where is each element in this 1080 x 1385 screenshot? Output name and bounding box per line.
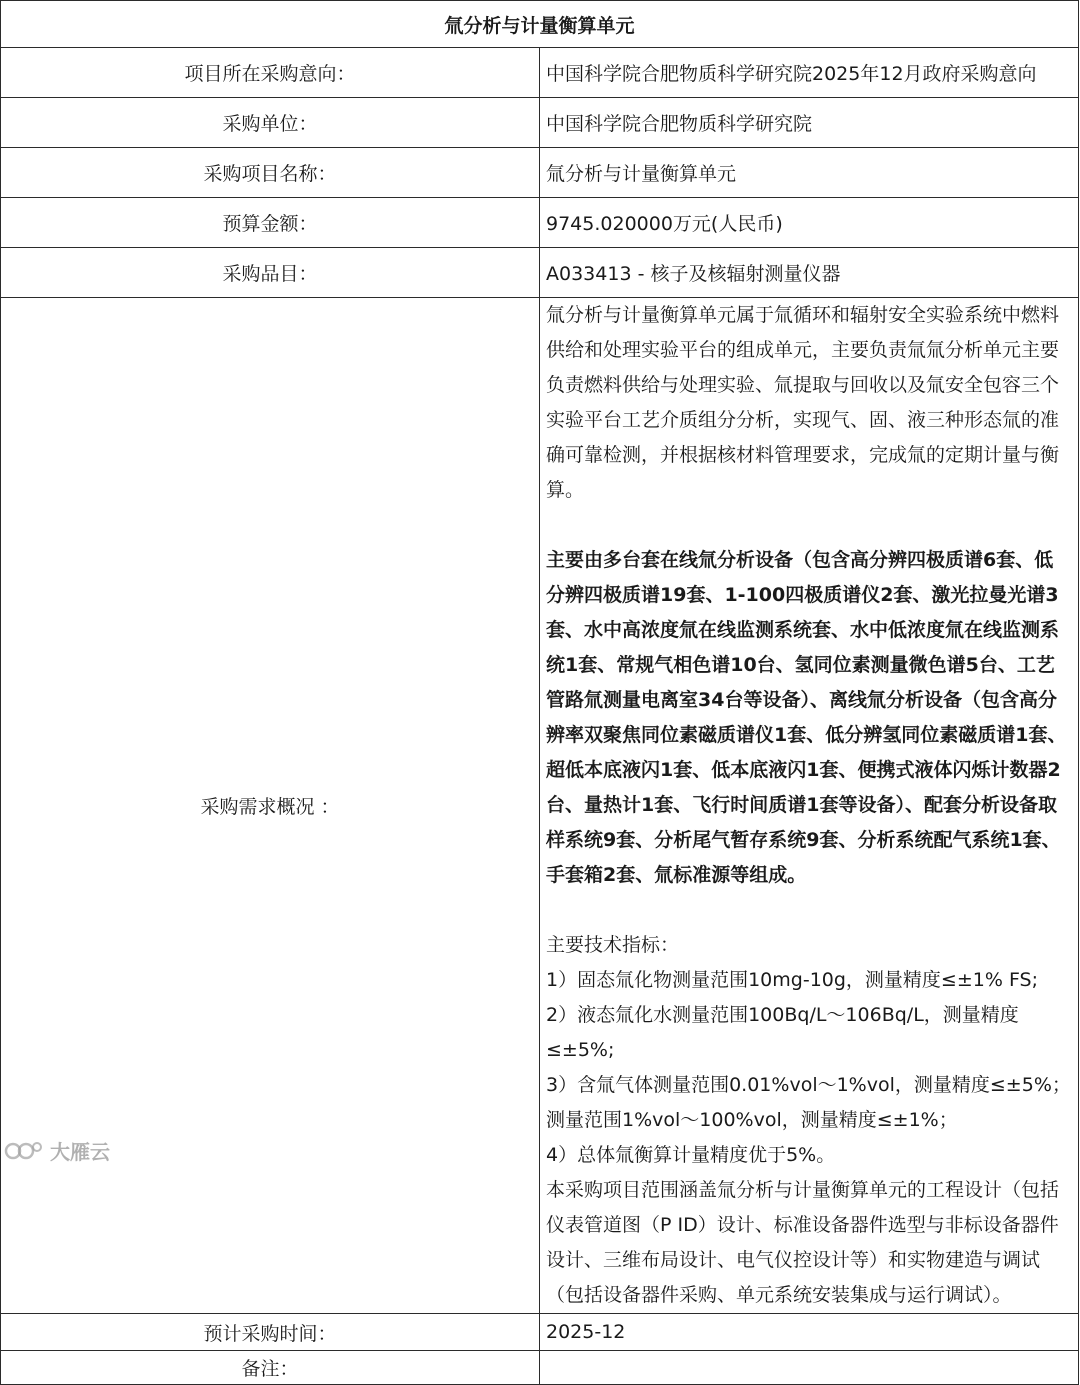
requirements-label: 采购需求概况 ： [1,298,540,1314]
remark-value [540,1351,1079,1385]
unit-label: 采购单位： [1,98,540,148]
requirements-value [540,298,1079,1314]
time-label: 预计采购时间： [1,1314,540,1351]
table-row [1,48,1079,98]
intent-label: 项目所在采购意向： [1,48,540,98]
table-row [1,248,1079,298]
indicator-item: 3）含氚气体测量范围0.01%vol～1%vol，测量精度≤±5%；测量范围1%vol～100%vol，测量精度≤±1%； [546,1074,1071,1131]
requirements-intro: 氚分析与计量衡算单元属于氚循环和辐射安全实验系统中燃料供给和处理实验平台的组成单元，主要负责氚氚分析单元主要负责燃料供给与处理实验、氚提取与回收以及氚安全包容三个实验平台工艺介质组分分析，实现气、固、液三种形态氚的准确可靠检测，并根据核材料管理要求，完成氚的定期计量与衡算。 [546,304,1060,501]
item-value: A033413 - 核子及核辐射测量仪器 [540,248,1079,298]
indicator-item: 4）总体氚衡算计量精度优于5%。 [546,1144,836,1166]
table-row [1,148,1079,198]
indicators-heading: 主要技术指标： [546,934,680,956]
indicator-item: 2）液态氚化水测量范围100Bq/L～106Bq/L，测量精度≤±5%; [546,1004,1019,1061]
table-title: 氚分析与计量衡算单元 [1,1,1079,48]
remark-label: 备注： [1,1351,540,1385]
indicator-item: 1）固态氚化物测量范围10mg-10g，测量精度≤±1% FS; [546,969,1039,991]
watermark-text: 大雁云 [50,1140,110,1164]
project-name-label: 采购项目名称： [1,148,540,198]
requirements-composition: 主要由多台套在线氚分析设备（包含高分辨四极质谱6套、低分辨四极质谱19套、1-100四极质谱仪2套、激光拉曼光谱3套、水中高浓度氚在线监测系统套、水中低浓度氚在线监测系统1套、常规气相色谱10台、氢同位素测量微色谱5台、工艺管路氚测量电离室34台等设备）、离线氚分析设备（包含高分辨率双聚焦同位素磁质谱仪1套、低分辨氢同位素磁质谱1套、超低本底液闪1套、低本底液闪1套、便携式液体闪烁计数器2台、量热计1套、飞行时间质谱1套等设备）、配套分析设备取样系统9套、分析尾气暂存系统9套、分析系统配气系统1套、手套箱2套、氚标准源等组成。 [546,549,1067,886]
table-row [1,298,1079,1314]
table-row [1,1351,1079,1385]
table-row [1,198,1079,248]
time-value: 2025-12 [540,1314,1079,1351]
unit-value: 中国科学院合肥物质科学研究院 [540,98,1079,148]
project-name-value: 氚分析与计量衡算单元 [540,148,1079,198]
table-row [1,1314,1079,1351]
item-label: 采购品目： [1,248,540,298]
requirements-scope: 本采购项目范围涵盖氚分析与计量衡算单元的工程设计（包括仪表管道图（P ID）设计、标准设备器件选型与非标设备器件设计、三维布局设计、电气仪控设计等）和实物建造与调试（包括设备器件采购、单元系统安装集成与运行调试）。 [546,1179,1060,1306]
intent-value: 中国科学院合肥物质科学研究院2025年12月政府采购意向 [540,48,1079,98]
watermark-logo-icon [4,1138,44,1164]
watermark [4,1136,110,1165]
budget-value: 9745.020000万元(人民币) [540,198,1079,248]
budget-label: 预算金额： [1,198,540,248]
table-row [1,98,1079,148]
